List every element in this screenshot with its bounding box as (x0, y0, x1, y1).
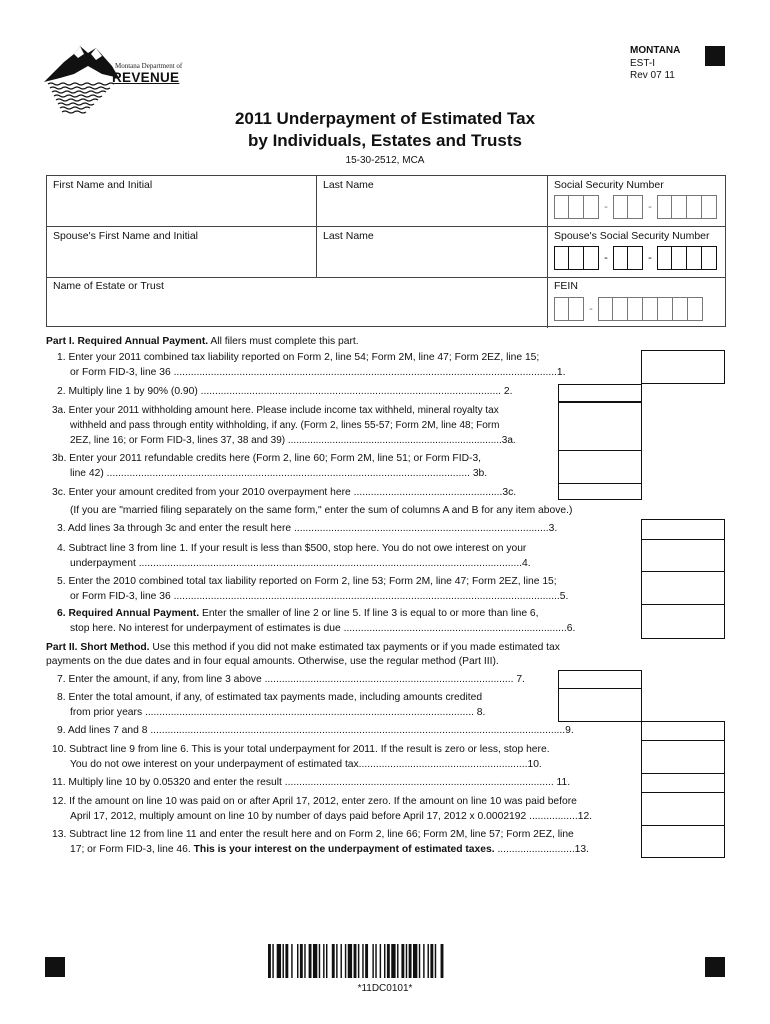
ssn-label: Social Security Number (554, 179, 664, 191)
lines-9-13-input-group (641, 721, 725, 858)
line10-text: 10. Subtract line 9 from line 6. This is your total underpayment for 2011. If the result is zero or less, stop here. (52, 744, 550, 755)
line3a-text: 3a. Enter your 2011 withholding amount here. Please include income tax withheld, mineral royalty tax (52, 405, 499, 416)
part2-heading: Part II. Short Method. Use this method if you did not make estimated tax payments or if you made estimated tax (46, 642, 560, 653)
line3a-text-cont2: 2EZ, line 16; or Form FID-3, lines 37, 38 and 39) .............................................................................3a. (70, 435, 516, 446)
line1-text-cont: or Form FID-3, line 36 ......................................................................................................................................1. (70, 367, 566, 378)
ssn-input[interactable]: - - (554, 195, 717, 219)
fein-input[interactable]: - (554, 297, 703, 321)
line8-text-cont: from prior years ................................................................................................................... 8. (70, 707, 486, 718)
form-barcode (268, 944, 500, 978)
line8-text: 8. Enter the total amount, if any, of estimated tax payments made, including amounts credited (57, 692, 483, 703)
department-line: Montana Department of (115, 62, 183, 70)
line5-text: 5. Enter the 2010 combined total tax liability reported on Form 2, line 53; Form 2M, line 47; Form 2EZ, line 15; (57, 576, 557, 587)
spouse-last-name-field[interactable]: Last Name (323, 230, 374, 242)
line6-text: 6. Required Annual Payment. Enter the smaller of line 2 or line 5. If line 3 is equal to or more than line 6, (57, 608, 539, 619)
registration-mark-bottom-left (45, 957, 65, 977)
barcode-text: *11DC0101* (357, 983, 413, 994)
part2-heading-cont: payments on the due dates and in four equal amounts. Otherwise, use the regular method (Part III). (46, 656, 499, 667)
line4-text-cont: underpayment ......................................................................................................................................4. (70, 558, 531, 569)
taxpayer-identification-table (46, 175, 726, 327)
mfs-note: (If you are "married filing separately on the same form," enter the sum of columns A and B for any item above.) (70, 505, 573, 516)
registration-mark-top-right (705, 46, 725, 66)
last-name-field[interactable]: Last Name (323, 179, 374, 191)
registration-mark-bottom-right (705, 957, 725, 977)
form-title-line1: 2011 Underpayment of Estimated Tax (234, 109, 536, 128)
spouse-ssn-input[interactable]: - - (554, 246, 717, 270)
spouse-first-name-field[interactable]: Spouse's First Name and Initial (53, 230, 198, 242)
line3a-text-cont1: withheld and pass through entity withholding, if any. (Form 2, lines 55-57; Form 2M, line 48; Form (70, 420, 500, 431)
line3-text: 3. Add lines 3a through 3c and enter the result here .........................................................................................3. (57, 523, 558, 534)
state-name: MONTANA (630, 45, 681, 56)
statute-reference: 15-30-2512, MCA (345, 155, 425, 166)
estate-name-field[interactable]: Name of Estate or Trust (53, 280, 164, 292)
line1-text: 1. Enter your 2011 combined tax liability reported on Form 2, line 54; Form 2M, line 47; Form 2EZ, line 15; (57, 352, 540, 363)
line11-text: 11. Multiply line 10 by 0.05320 and enter the result .............................................................................................. 11. (52, 777, 571, 788)
spouse-ssn-label: Spouse's Social Security Number (554, 230, 710, 242)
lines-3-6-input-group (641, 519, 725, 639)
line3b-text: 3b. Enter your 2011 refundable credits here (Form 2, line 60; Form 2M, line 51; or Form FID-3, (52, 453, 482, 464)
lines-7-8-input-group (558, 670, 642, 722)
line5-text-cont: or Form FID-3, line 36 .......................................................................................................................................5. (70, 591, 569, 602)
form-id: EST-I (630, 57, 656, 69)
form-identifier-block (630, 45, 680, 83)
lines-3a-3c-input-group (558, 402, 642, 500)
line3c-text: 3c. Enter your amount credited from your 2010 overpayment here ....................................................3c. (52, 487, 517, 498)
first-name-field[interactable]: First Name and Initial (53, 179, 153, 191)
line9-text: 9. Add lines 7 and 8 .................................................................................................................................................9. (57, 725, 574, 736)
line1-amount-input[interactable] (641, 350, 725, 384)
part1-heading: Part I. Required Annual Payment. All filers must complete this part. (46, 336, 359, 347)
line13-text-cont: 17; or Form FID-3, line 46. This is your interest on the underpayment of estimated taxes. ...........................13. (70, 844, 589, 855)
line6-text-cont: stop here. No interest for underpayment of estimates is due ..............................................................................6. (70, 623, 576, 634)
line12-text-cont: April 17, 2012, multiply amount on line 10 by number of days paid before April 17, 2012 x 0.0002192 .................12. (70, 811, 593, 822)
line2-text: 2. Multiply line 1 by 90% (0.90) ......................................................................................................... 2. (57, 386, 513, 397)
line12-text: 12. If the amount on line 10 was paid on or after April 17, 2012, enter zero. If the amount on line 10 was paid before (52, 796, 577, 807)
line13-text: 13. Subtract line 12 from line 11 and enter the result here and on Form 2, line 66; Form 2M, line 57; Form 2EZ, line (52, 829, 574, 840)
fein-label: FEIN (554, 280, 578, 292)
department-name: REVENUE (112, 70, 180, 85)
line2-amount-input[interactable] (558, 384, 642, 402)
revision-date: Rev 07 11 (630, 70, 675, 81)
line10-text-cont: You do not owe interest on your underpayment of estimated tax...........................................................10. (70, 759, 542, 770)
form-title-line2: by Individuals, Estates and Trusts (248, 131, 522, 150)
line7-text: 7. Enter the amount, if any, from line 3 above ....................................................................................... 7. (57, 674, 525, 685)
line4-text: 4. Subtract line 3 from line 1. If your result is less than $500, stop here. You do not owe interest on your (57, 543, 527, 554)
line3b-text-cont: line 42) ............................................................................................................................... 3b. (70, 468, 488, 479)
